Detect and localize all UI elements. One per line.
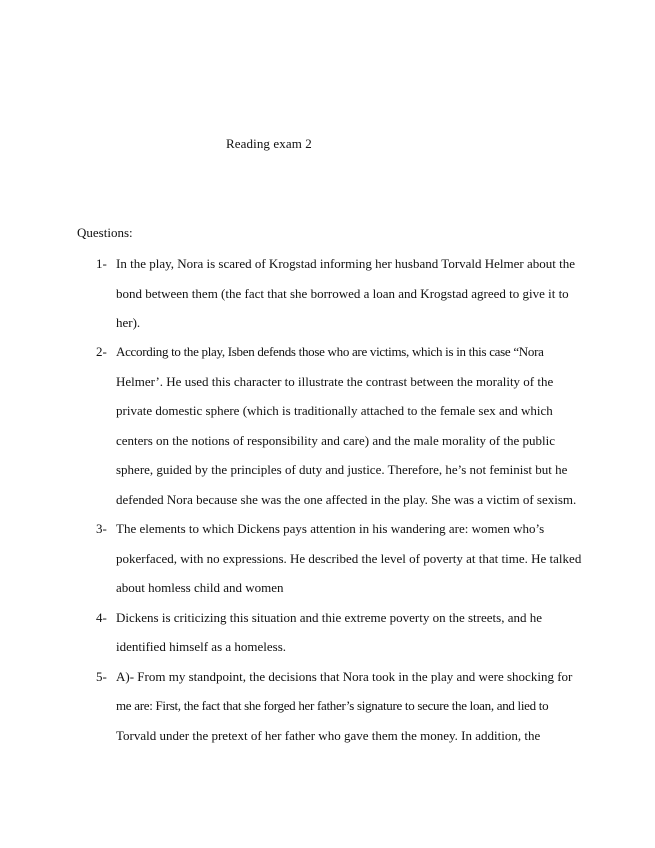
question-line: centers on the notions of responsibility and care) and the male morality of the public (116, 433, 555, 448)
question-line: about homless child and women (116, 580, 284, 595)
question-number: 4- (96, 610, 107, 625)
question-number: 2- (96, 344, 107, 359)
question-line: Helmer’. He used this character to illustrate the contrast between the morality of the (116, 374, 554, 389)
document-title: Reading exam 2 (226, 136, 312, 151)
question-line: According to the play, Isben defends those who are victims, which is in this case “Nora (116, 344, 544, 359)
question-number: 5- (96, 669, 107, 684)
question-line: Dickens is criticizing this situation and thie extreme poverty on the streets, and he (116, 610, 542, 625)
question-number: 1- (96, 256, 107, 271)
question-line: me are: First, the fact that she forged her father’s signature to secure the loan, and lied to (116, 698, 549, 713)
question-line: Torvald under the pretext of her father who gave them the money. In addition, the (116, 728, 541, 743)
question-line: pokerfaced, with no expressions. He described the level of poverty at that time. He talked (116, 551, 582, 566)
question-line: bond between them (the fact that she borrowed a loan and Krogstad agreed to give it to (116, 286, 569, 301)
questions-heading: Questions: (77, 225, 133, 240)
question-line: private domestic sphere (which is traditionally attached to the female sex and which (116, 403, 553, 418)
question-line: defended Nora because she was the one affected in the play. She was a victim of sexism. (116, 492, 577, 507)
question-line: A)- From my standpoint, the decisions that Nora took in the play and were shocking for (116, 669, 573, 684)
question-line: her). (116, 315, 141, 330)
question-number: 3- (96, 521, 107, 536)
question-line: In the play, Nora is scared of Krogstad informing her husband Torvald Helmer about the (116, 256, 576, 271)
question-line: The elements to which Dickens pays attention in his wandering are: women who’s (116, 521, 545, 536)
question-line: sphere, guided by the principles of duty and justice. Therefore, he’s not feminist but he (116, 462, 568, 477)
question-line: identified himself as a homeless. (116, 639, 287, 654)
